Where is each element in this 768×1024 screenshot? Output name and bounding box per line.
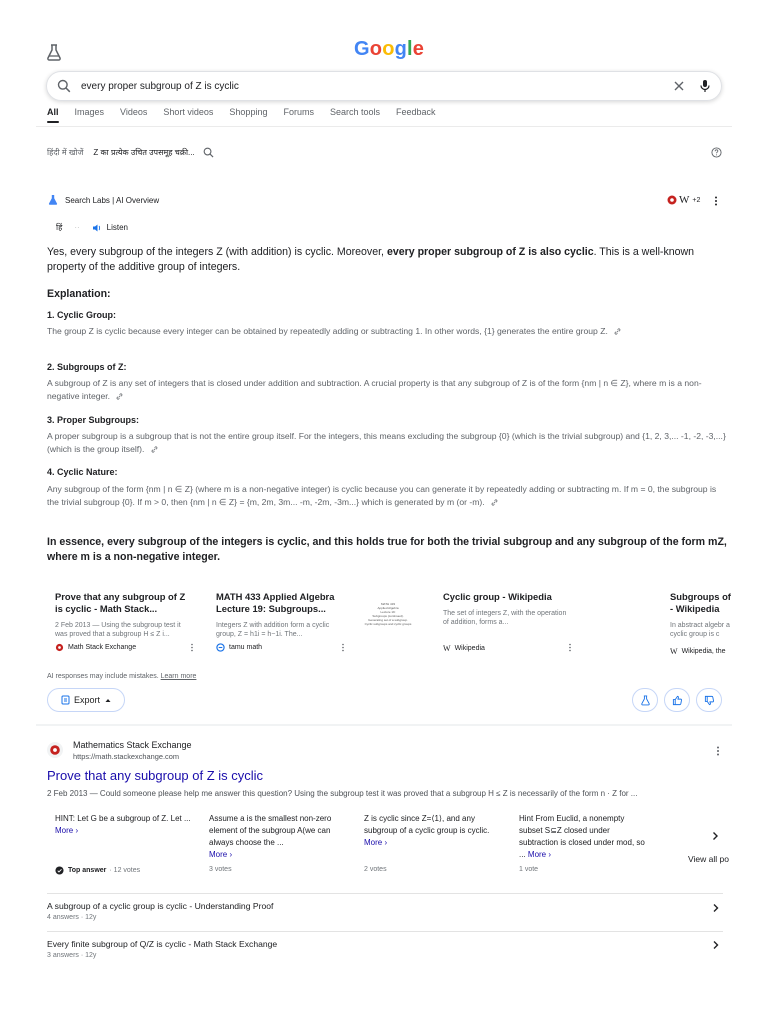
answer-votes (364, 866, 387, 873)
more-link[interactable]: More › (209, 850, 233, 859)
tab-search-tools[interactable]: Search tools (329, 107, 381, 117)
hindi-label: हिंदी में खोजें (47, 148, 84, 157)
source-card-footer (216, 643, 346, 652)
vote-separator: · (109, 867, 114, 874)
source-card-title[interactable]: Prove that any subgroup of Z is cyclic - Math Stack... (55, 591, 186, 614)
stack-exchange-favicon[interactable] (47, 742, 63, 758)
stack-exchange-icon (666, 194, 678, 206)
answer-preview[interactable] (519, 813, 649, 861)
source-card-snippet: The set of integers Z, with the operation of addition, forms a... (443, 610, 567, 626)
answer-votes (519, 866, 538, 873)
source-card-source: Wikipedia (454, 645, 485, 652)
section-heading: 2. Subgroups of Z: (47, 362, 127, 372)
help-icon[interactable] (711, 147, 722, 158)
related-question-meta: 3 answers · 12y (47, 952, 97, 959)
tamu-icon (216, 643, 225, 652)
export-button[interactable] (47, 688, 125, 712)
top-answer-label: Top answer (68, 867, 107, 874)
source-card[interactable] (443, 591, 573, 653)
source-card-footer (55, 643, 195, 652)
vote-count: 12 votes (113, 867, 141, 874)
answer-text: Assume a is the smallest non-zero element of the subgroup A(we can always choose the ... (209, 814, 332, 847)
hindi-search-suggestion[interactable] (47, 147, 214, 158)
answer-text: HINT: Let G be a subgroup of Z. Let ... (55, 814, 191, 823)
tab-feedback[interactable]: Feedback (396, 107, 436, 117)
more-link[interactable]: More › (364, 838, 388, 847)
section-text (47, 325, 727, 338)
source-card-title[interactable]: Subgroups of - Wikipedia (670, 591, 731, 614)
more-label: More (209, 850, 228, 859)
divider (47, 931, 723, 932)
ai-overview-lead (47, 245, 727, 275)
more-link[interactable]: More › (55, 826, 79, 835)
section-heading: 1. Cyclic Group: (47, 310, 117, 320)
clear-icon[interactable] (673, 80, 685, 92)
language-toggle[interactable]: हिं (56, 223, 63, 232)
vote-count: 3 votes (209, 866, 232, 873)
source-card-snippet: 2 Feb 2013 — Using the subgroup test it was proved that a subgroup H ≤ Z i... (55, 622, 181, 638)
divider-dots: ·· (74, 223, 80, 232)
source-card-source: Math Stack Exchange (68, 644, 137, 651)
ai-overview-header (47, 194, 159, 206)
source-card[interactable] (216, 591, 346, 652)
tab-forums[interactable]: Forums (283, 107, 314, 117)
answer-votes (55, 866, 140, 875)
wikipedia-icon: W (443, 644, 451, 653)
thumb-line: Subgroups (continued). (372, 614, 404, 618)
section-heading: 3. Proper Subgroups: (47, 415, 140, 425)
stack-exchange-icon (55, 643, 64, 652)
view-all-link[interactable]: View all po (688, 854, 729, 864)
ai-overview-summary: In essence, every subgroup of the integers is cyclic, and this holds true for both the trivial subgroup and any subgroup of the form mZ, where m is a non-negative integer. (47, 536, 727, 563)
vote-count: 1 vote (519, 866, 539, 873)
answer-text: Hint From Euclid, a nonempty subset S⊆Z closed under subtraction is closed under mod, so ... (519, 814, 645, 859)
logo-letter: G (354, 38, 370, 60)
answer-preview[interactable] (209, 813, 339, 861)
source-card[interactable] (670, 591, 734, 656)
related-question-meta: 4 answers · 12y (47, 914, 97, 921)
answer-preview[interactable] (364, 813, 494, 849)
source-card-source: tamu math (229, 644, 263, 651)
wikipedia-icon: W (679, 194, 690, 206)
source-card-snippet: In abstract algebr a cyclic group is c (670, 622, 730, 638)
explanation-heading: Explanation: (47, 288, 111, 300)
source-card-footer (443, 644, 573, 653)
thumb-line: Generating set of a subgroup. (368, 618, 408, 622)
labs-feedback-button[interactable] (632, 688, 658, 712)
logo-letter: g (394, 38, 408, 60)
search-bar[interactable] (46, 71, 722, 101)
source-card-title[interactable]: Cyclic group - Wikipedia (443, 591, 552, 602)
lead-text-2: . This is a well-known property of the additive group of integers. (47, 246, 695, 273)
logo-letter: o (369, 38, 383, 60)
chevron-right-icon[interactable] (711, 831, 719, 841)
section-body: Any subgroup of the form {nm | n ∈ Z} (where m is a non-negative integer) is cyclic because you can generate it by repeatedly adding or subtracting m. If m = 0, the subgroup is the trivial subgroup {0}. If m > 0, then {nm | n ∈ Z} = {m, 2m, 3m... -m, -2m, -3m...} which is generated by m (or -m). (47, 484, 717, 507)
thumb-line: Applied Algebra (377, 606, 399, 610)
section-heading: 4. Cyclic Nature: (47, 467, 118, 477)
more-link[interactable]: More › (527, 850, 552, 859)
result-url[interactable]: https://math.stackexchange.com (73, 752, 179, 761)
lead-text-1: Yes, every subgroup of the integers Z (with addition) is cyclic. Moreover, (47, 246, 387, 258)
speaker-icon[interactable] (92, 223, 102, 233)
link-icon[interactable] (116, 393, 123, 400)
disclaimer-text: AI responses may include mistakes. (47, 673, 159, 680)
thumbs-down-icon (704, 695, 715, 706)
related-question-title[interactable]: A subgroup of a cyclic group is cyclic - Understanding Proof (47, 901, 274, 911)
section-text (47, 483, 727, 509)
thumbs-up-button[interactable] (664, 688, 690, 712)
logo-letter: e (412, 38, 425, 60)
result-title-link[interactable]: Prove that any subgroup of Z is cyclic (47, 768, 264, 783)
thumbs-up-icon (672, 695, 683, 706)
tab-short-videos[interactable]: Short videos (163, 107, 214, 117)
lead-text-bold: every proper subgroup of Z is also cyclic (386, 246, 594, 258)
search-icon (57, 79, 71, 93)
listen-row (56, 222, 128, 233)
labs-flask-icon (640, 695, 651, 706)
caret-up-icon (105, 698, 111, 703)
more-label: More (364, 838, 383, 847)
section-body: The group Z is cyclic because every integer can be obtained by repeatedly adding or subtracting 1. In other words, {1} generates the entire group Z. (47, 326, 608, 336)
result-snippet: 2 Feb 2013 — Could someone please help me answer this question? Using the subgroup test it was proved that a subgroup H ≤ Z is necessarily of the form n · Z for ... (47, 789, 638, 798)
section-body: A proper subgroup is a subgroup that is not the entire group itself. For the integers, this means excluding the subgroup {0} (which is the trivial subgroup) and {1, 2, 3,... -1, -2, -3,...} (which is the group itself). (47, 431, 726, 454)
check-circle-icon (55, 866, 64, 875)
sources-more-count: +2 (692, 196, 701, 204)
tab-all[interactable]: All (47, 107, 59, 123)
google-logo[interactable] (354, 38, 424, 61)
answer-text: Z is cyclic since Z=⟨1⟩, and any subgroup of a cyclic group is cyclic. (364, 814, 490, 835)
related-question-title[interactable]: Every finite subgroup of Q/Z is cyclic - Math Stack Exchange (47, 939, 278, 949)
more-options-icon[interactable] (714, 745, 722, 757)
tab-shopping[interactable]: Shopping (229, 107, 268, 117)
more-options-icon[interactable] (340, 643, 346, 652)
more-options-icon[interactable] (189, 643, 195, 652)
tab-images[interactable]: Images (74, 107, 105, 117)
thumb-line: Lecture 19: (380, 610, 396, 614)
section-body: A subgroup of Z is any set of integers that is closed under addition and subtraction. A crucial property is that any subgroup of Z is of the form {nm | n ∈ Z}, where m is a non-negative integer. (47, 378, 702, 401)
more-label: More (55, 826, 74, 835)
wikipedia-icon: W (670, 647, 678, 656)
link-icon[interactable] (491, 499, 498, 506)
more-label: More (527, 850, 547, 859)
thumbs-down-button[interactable] (696, 688, 722, 712)
source-card-title[interactable]: MATH 433 Applied Algebra Lecture 19: Subgroups... (216, 591, 335, 614)
labs-flask-icon (47, 194, 59, 206)
tabs-divider (36, 126, 732, 127)
thumb-line: Cyclic subgroups and cyclic groups (364, 622, 412, 626)
listen-button[interactable]: Listen (106, 223, 129, 232)
learn-more-link[interactable]: Learn more (160, 673, 197, 680)
export-label: Export (73, 695, 100, 705)
divider (47, 893, 723, 894)
vote-count: 2 votes (364, 866, 387, 873)
search-icon[interactable] (203, 147, 214, 158)
section-text (47, 377, 727, 403)
source-card-footer (670, 647, 734, 656)
tab-videos[interactable]: Videos (120, 107, 148, 117)
chevron-right-icon[interactable] (712, 903, 719, 913)
more-options-icon[interactable] (712, 195, 720, 207)
source-card[interactable] (55, 591, 195, 652)
section-text (47, 430, 727, 456)
answer-votes (209, 866, 232, 873)
logo-letter: l (407, 38, 413, 60)
search-tabs (47, 107, 452, 123)
result-site-name[interactable]: Mathematics Stack Exchange (73, 740, 192, 750)
labs-flask-icon[interactable] (44, 42, 64, 62)
ai-disclaimer (47, 673, 196, 680)
more-options-icon[interactable] (567, 643, 573, 652)
source-card-source: Wikipedia, the (681, 648, 726, 655)
thumb-line: MATH 433 (380, 602, 396, 606)
source-card-snippet: Integers Z with addition form a cyclic group, Z = h1i = h−1i. The... (216, 622, 330, 638)
ai-overview-title: Search Labs | AI Overview (65, 195, 160, 205)
section-divider (36, 724, 732, 726)
link-icon[interactable] (614, 328, 621, 335)
top-answer-badge (55, 866, 106, 875)
logo-letter: o (382, 38, 395, 60)
answer-preview[interactable] (55, 813, 195, 837)
export-icon (61, 695, 70, 705)
hindi-query[interactable]: Z का प्रत्येक उचित उपसमूह चक्री... (93, 148, 195, 157)
pdf-thumbnail[interactable] (348, 602, 428, 636)
search-input[interactable]: every proper subgroup of Z is cyclic (81, 80, 239, 92)
microphone-icon[interactable] (699, 79, 711, 93)
chevron-right-icon[interactable] (712, 940, 719, 950)
link-icon[interactable] (151, 446, 158, 453)
source-icons[interactable] (666, 194, 700, 206)
